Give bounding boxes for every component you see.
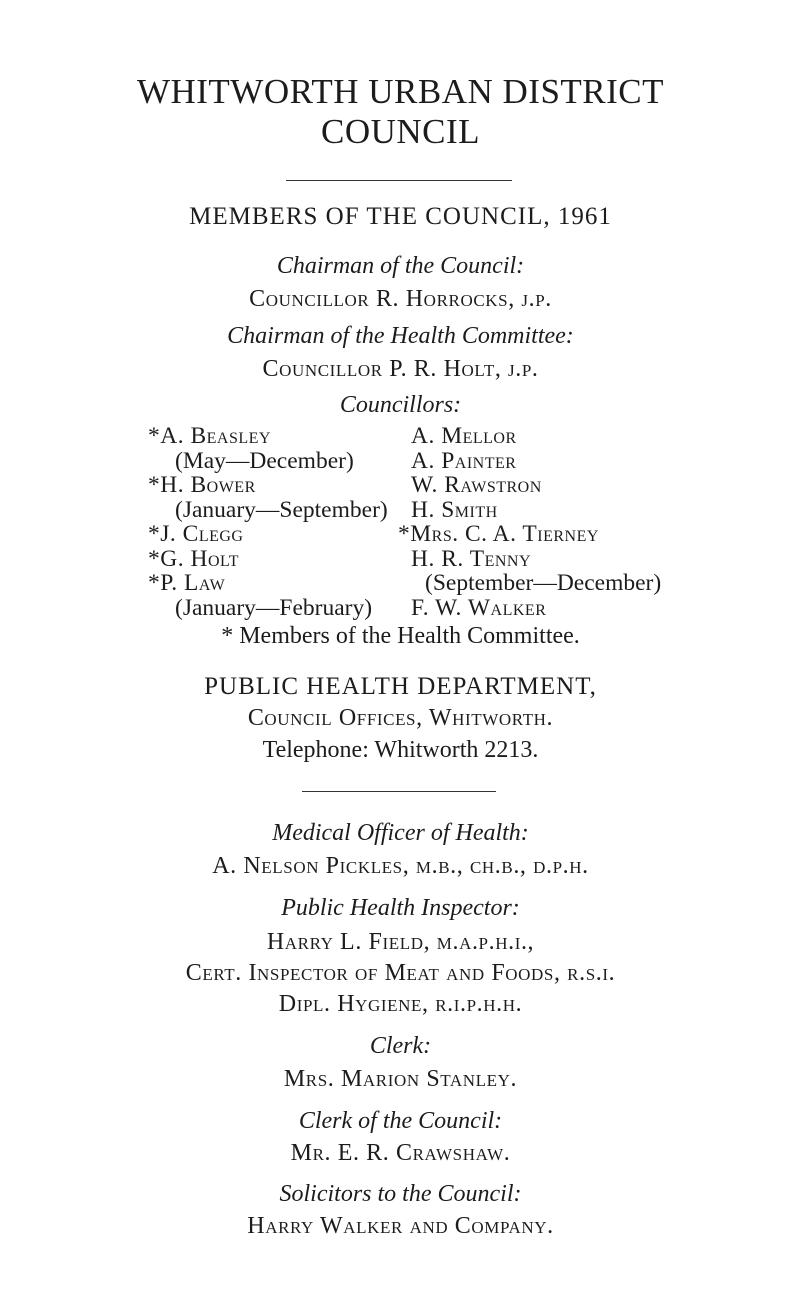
councillors-left-column [148, 424, 388, 620]
councillor-entry: F. W. Walker [411, 594, 547, 621]
council-title-line1: WHITWORTH URBAN DISTRICT [136, 72, 665, 111]
council-clerk-label: Clerk of the Council: [298, 1108, 503, 1134]
councillor-entry: *J. Clegg [148, 521, 244, 547]
health-chairman-name: Councillor P. R. Holt, j.p. [262, 356, 539, 382]
solicitors-label: Solicitors to the Council: [279, 1181, 522, 1207]
solicitors-name: Harry Walker and Company. [247, 1213, 554, 1239]
councillor-entry: W. Rawstron [411, 472, 542, 498]
councillor-term: (January—February) [175, 594, 373, 621]
councillor-term: (September—December) [425, 570, 662, 596]
health-chairman-label: Chairman of the Health Committee: [227, 323, 574, 349]
health-committee-footnote: * Members of the Health Committee. [221, 623, 580, 649]
councillor-entry: *A. Beasley [148, 423, 271, 449]
councillor-term: (January—September) [175, 496, 388, 523]
department-name: PUBLIC HEALTH DEPARTMENT, [204, 673, 597, 700]
council-title-line2: COUNCIL [320, 112, 481, 151]
clerk-name: Mrs. Marion Stanley. [283, 1066, 518, 1092]
councillor-entry: *G. Holt [148, 545, 240, 572]
councillor-entry: A. Mellor [411, 423, 517, 449]
phi-name: Harry L. Field, m.a.p.h.i., [266, 929, 535, 955]
title-divider [286, 180, 512, 181]
department-telephone: Telephone: Whitworth 2213. [262, 737, 539, 763]
councillors-right-column [398, 424, 661, 620]
councillors-label: Councillors: [339, 392, 462, 418]
department-address: Council Offices, Whitworth. [247, 705, 554, 731]
clerk-label: Clerk: [369, 1033, 432, 1059]
phi-certificate: Cert. Inspector of Meat and Foods, r.s.i. [185, 960, 616, 986]
members-heading: MEMBERS OF THE COUNCIL, 1961 [189, 203, 612, 230]
chairman-name: Councillor R. Horrocks, j.p. [249, 286, 552, 312]
section-divider [302, 791, 496, 792]
council-clerk-name: Mr. E. R. Crawshaw. [290, 1140, 511, 1166]
councillor-entry: *Mrs. C. A. Tierney [398, 521, 599, 547]
moh-name: A. Nelson Pickles, m.b., ch.b., d.p.h. [212, 853, 589, 879]
phi-label: Public Health Inspector: [281, 895, 520, 921]
councillor-entry: H. R. Tenny [411, 545, 532, 572]
chairman-label: Chairman of the Council: [276, 253, 525, 279]
councillor-entry: *H. Bower [148, 472, 256, 498]
councillor-entry: H. Smith [411, 496, 498, 523]
phi-diploma: Dipl. Hygiene, r.i.p.h.h. [278, 991, 523, 1017]
councillor-term: (May—December) [175, 447, 354, 474]
councillor-entry: A. Painter [411, 447, 517, 474]
councillor-entry: *P. Law [148, 570, 226, 596]
moh-label: Medical Officer of Health: [272, 820, 529, 846]
